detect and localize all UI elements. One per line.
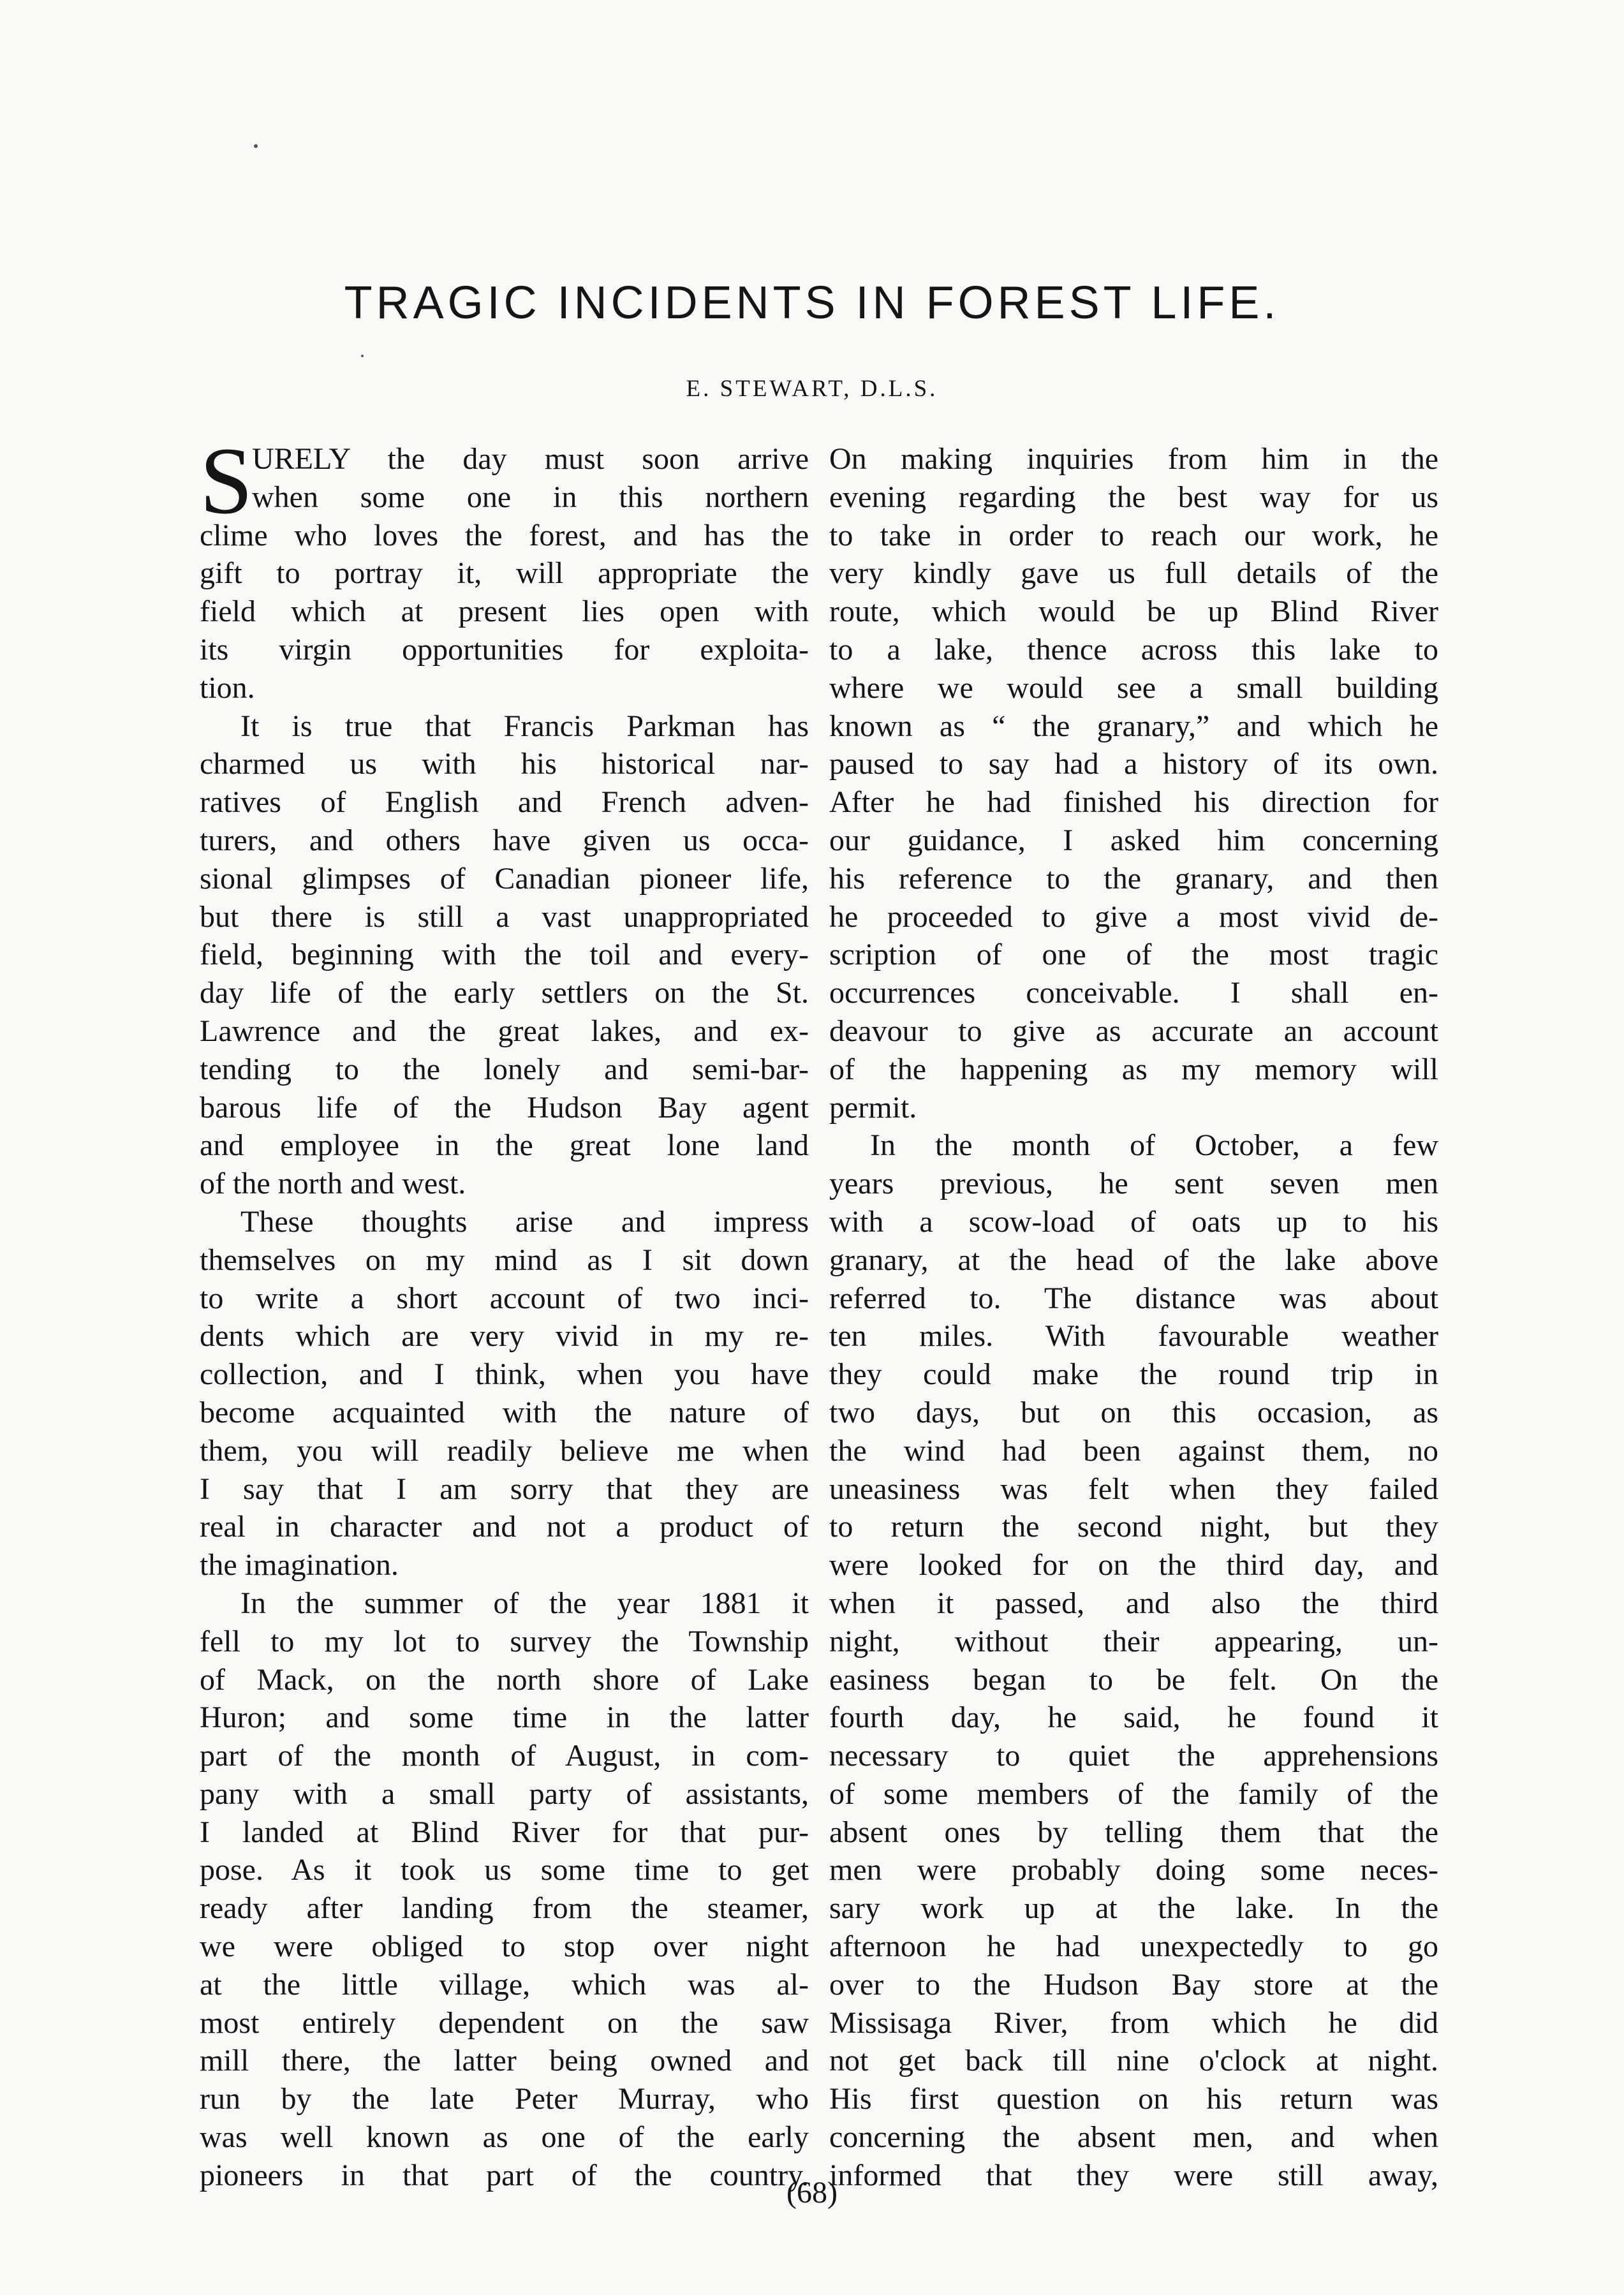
text-line: when it passed, and also the third xyxy=(829,1586,1438,1620)
text-line: them, you will readily believe me when xyxy=(200,1433,809,1468)
speck xyxy=(254,144,258,148)
text-line: On making inquiries from him in the xyxy=(829,442,1438,476)
text-line: After he had finished his direction for xyxy=(829,785,1438,820)
right-column xyxy=(829,440,1438,2195)
text-line: pany with a small party of assistants, xyxy=(200,1776,809,1811)
text-line: of some members of the family of the xyxy=(829,1776,1438,1811)
left-column xyxy=(200,428,809,2195)
text-line: permit. xyxy=(829,1090,917,1125)
text-line: ten miles. With favourable weather xyxy=(829,1319,1438,1354)
text-line: to return the second night, but they xyxy=(829,1510,1438,1544)
text-line: where we would see a small building xyxy=(829,670,1438,705)
text-line: tending to the lonely and semi-bar- xyxy=(200,1052,809,1086)
text-line: dents which are very vivid in my re- xyxy=(200,1319,809,1354)
text-line: was well known as one of the early xyxy=(200,2120,809,2155)
text-line: to take in order to reach our work, he xyxy=(829,518,1438,552)
text-line: It is true that Francis Parkman has xyxy=(240,709,809,743)
text-line: real in character and not a product of xyxy=(200,1510,809,1544)
text-line: field which at present lies open with xyxy=(200,594,809,629)
text-line: of the north and west. xyxy=(200,1167,466,1201)
article-author: E. STEWART, D.L.S. xyxy=(686,376,938,402)
text-line: paused to say had a history of its own. xyxy=(829,747,1438,781)
text-line: to write a short account of two inci- xyxy=(200,1281,809,1315)
text-line: at the little village, which was al- xyxy=(200,1967,809,2002)
text-line: tion. xyxy=(200,670,255,705)
text-line: referred to. The distance was about xyxy=(829,1281,1438,1315)
text-line: our guidance, I asked him concerning xyxy=(829,823,1438,857)
text-line: years previous, he sent seven men xyxy=(829,1167,1438,1201)
text-line: occurrences conceivable. I shall en- xyxy=(829,976,1438,1010)
text-line: URELY the day must soon arrive xyxy=(252,442,809,476)
text-line: scription of one of the most tragic xyxy=(829,938,1438,972)
text-line: route, which would be up Blind River xyxy=(829,594,1438,629)
text-line: gift to portray it, will appropriate the xyxy=(200,556,809,591)
text-line: when some one in this northern xyxy=(252,480,809,514)
text-line: ready after landing from the steamer, xyxy=(200,1891,809,1926)
text-line: clime who loves the forest, and has the xyxy=(200,518,809,552)
article-title: TRAGIC INCIDENTS IN FOREST LIFE. xyxy=(344,277,1280,328)
text-line: turers, and others have given us occa- xyxy=(200,823,809,857)
text-line: over to the Hudson Bay store at the xyxy=(829,1967,1438,2002)
text-line: not get back till nine o'clock at night. xyxy=(829,2044,1438,2078)
text-line: with a scow-load of oats up to his xyxy=(829,1204,1438,1239)
text-line: uneasiness was felt when they failed xyxy=(829,1472,1438,1506)
text-line: themselves on my mind as I sit down xyxy=(200,1243,809,1277)
text-line: the wind had been against them, no xyxy=(829,1433,1438,1468)
text-line: pioneers in that part of the country. xyxy=(200,2158,809,2192)
text-line: field, beginning with the toil and every- xyxy=(200,938,809,972)
text-line: informed that they were still away, xyxy=(829,2158,1438,2192)
text-line: deavour to give as accurate an account xyxy=(829,1014,1438,1048)
text-line: ratives of English and French adven- xyxy=(200,785,809,820)
text-line: His first question on his return was xyxy=(829,2082,1438,2116)
text-line: known as “ the granary,” and which he xyxy=(829,709,1438,743)
text-line: become acquainted with the nature of xyxy=(200,1395,809,1429)
text-line: granary, at the head of the lake above xyxy=(829,1243,1438,1277)
text-line: In the summer of the year 1881 it xyxy=(240,1586,809,1620)
text-line: fourth day, he said, he found it xyxy=(829,1701,1438,1735)
text-line: concerning the absent men, and when xyxy=(829,2120,1438,2155)
text-line: part of the month of August, in com- xyxy=(200,1739,809,1773)
text-line: Lawrence and the great lakes, and ex- xyxy=(200,1014,809,1048)
text-line: pose. As it took us some time to get xyxy=(200,1853,809,1887)
text-line: afternoon he had unexpectedly to go xyxy=(829,1930,1438,1964)
text-line: they could make the round trip in xyxy=(829,1357,1438,1392)
text-line: his reference to the granary, and then xyxy=(829,861,1438,896)
text-line: run by the late Peter Murray, who xyxy=(200,2082,809,2116)
text-line: day life of the early settlers on the St. xyxy=(200,976,809,1010)
text-line: necessary to quiet the apprehensions xyxy=(829,1739,1438,1773)
text-line: but there is still a vast unappropriated xyxy=(200,899,809,934)
text-line: Missisaga River, from which he did xyxy=(829,2005,1438,2040)
text-line: most entirely dependent on the saw xyxy=(200,2005,809,2040)
text-line: Huron; and some time in the latter xyxy=(200,1701,809,1735)
text-line: barous life of the Hudson Bay agent xyxy=(200,1090,809,1125)
speck xyxy=(361,355,364,357)
text-line: to a lake, thence across this lake to xyxy=(829,632,1438,667)
text-line: evening regarding the best way for us xyxy=(829,480,1438,514)
text-line: men were probably doing some neces- xyxy=(829,1853,1438,1887)
text-line: of Mack, on the north shore of Lake xyxy=(200,1662,809,1697)
text-line: very kindly gave us full details of the xyxy=(829,556,1438,591)
text-line: he proceeded to give a most vivid de- xyxy=(829,899,1438,934)
text-line: two days, but on this occasion, as xyxy=(829,1395,1438,1429)
text-line: mill there, the latter being owned and xyxy=(200,2044,809,2078)
text-line: charmed us with his historical nar- xyxy=(200,747,809,781)
text-line: I say that I am sorry that they are xyxy=(200,1472,809,1506)
text-line: were looked for on the third day, and xyxy=(829,1548,1438,1583)
text-line: collection, and I think, when you have xyxy=(200,1357,809,1392)
text-line: sary work up at the lake. In the xyxy=(829,1891,1438,1926)
text-line: night, without their appearing, un- xyxy=(829,1624,1438,1658)
text-line: the imagination. xyxy=(200,1548,399,1583)
drop-cap: S xyxy=(200,428,253,534)
text-line: of the happening as my memory will xyxy=(829,1052,1438,1086)
text-line: easiness began to be felt. On the xyxy=(829,1662,1438,1697)
text-line: and employee in the great lone land xyxy=(200,1128,809,1163)
text-line: fell to my lot to survey the Township xyxy=(200,1624,809,1658)
text-line: we were obliged to stop over night xyxy=(200,1930,809,1964)
text-line: its virgin opportunities for exploita- xyxy=(200,632,809,667)
page-number: (68) xyxy=(786,2176,838,2210)
text-line: These thoughts arise and impress xyxy=(240,1204,809,1239)
text-line: In the month of October, a few xyxy=(870,1128,1438,1163)
text-line: absent ones by telling them that the xyxy=(829,1815,1438,1849)
text-line: sional glimpses of Canadian pioneer life, xyxy=(200,861,809,896)
text-line: I landed at Blind River for that pur- xyxy=(200,1815,809,1849)
